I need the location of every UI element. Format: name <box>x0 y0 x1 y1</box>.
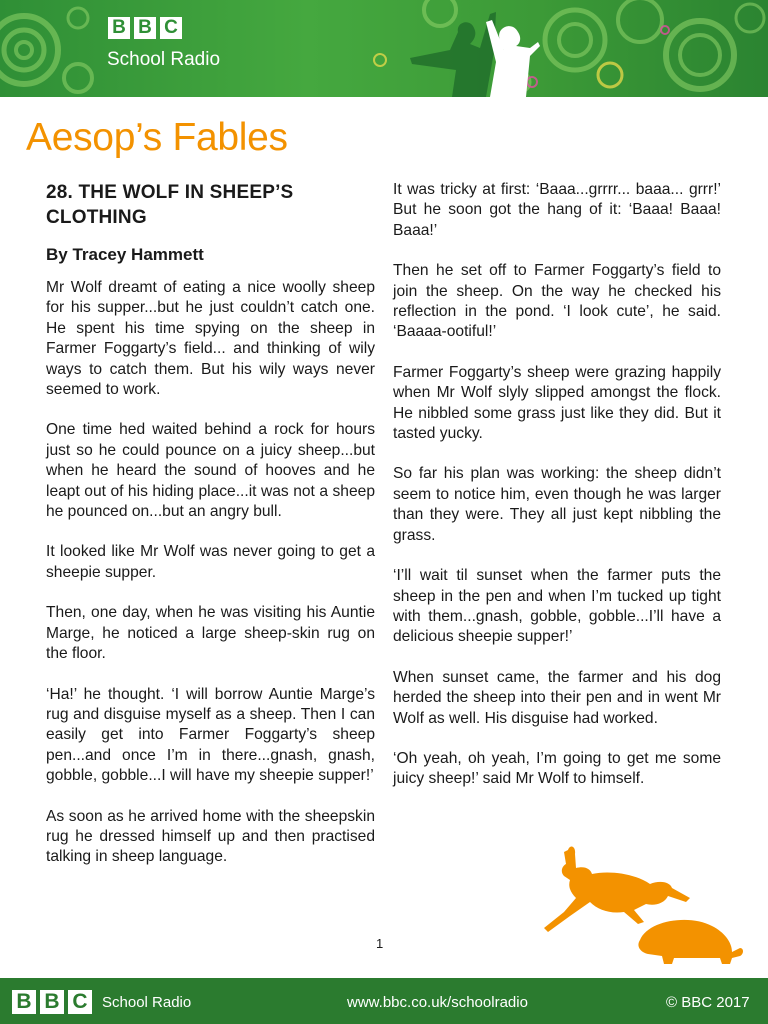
header-subtitle: School Radio <box>107 49 221 70</box>
children-silhouette-icon <box>410 12 540 97</box>
story-title <box>46 180 375 230</box>
story-paragraph: Then, one day, when he was visiting his Auntie Marge, he noticed a large sheep-skin rug on the floor. <box>46 604 375 663</box>
story-paragraph: ‘Oh yeah, oh yeah, I’m going to get me some juicy sheep!’ said Mr Wolf to himself. <box>393 749 721 788</box>
footer-bbc-logo <box>12 990 92 1014</box>
hare-and-tortoise-icon <box>540 840 745 970</box>
story-paragraph: Mr Wolf dreamt of eating a nice woolly sheep for his supper...but he just couldn’t catch one. He spent his time spying on the sheep in Farmer Foggarty’s field... and thinking of wily ways to catch them. But his wily ways never seemed to work. <box>46 279 375 399</box>
footer-url-link[interactable]: www.bbc.co.uk/schoolradio <box>347 994 528 1011</box>
story-paragraph: When sunset came, the farmer and his dog herded the sheep into their pen and in went Mr Wolf as well. His disguise had worked. <box>393 668 721 727</box>
bbc-logo-letter: B <box>40 990 64 1014</box>
story-byline: By Tracey Hammett <box>46 245 204 264</box>
page-number: 1 <box>376 936 384 951</box>
footer <box>0 978 768 1024</box>
bbc-logo-letter: C <box>68 990 92 1014</box>
story-paragraph: So far his plan was working: the sheep didn’t seem to notice him, even though he was larger than they were. They all just kept nibbling the grass. <box>393 465 721 544</box>
story-paragraph: Farmer Foggarty’s sheep were grazing happily when Mr Wolf slyly slipped amongst the flock. He nibbled some grass just like they did. But it tasted yucky. <box>393 363 721 443</box>
story-paragraph: It was tricky at first: ‘Baaa...grrrr... baaa... grrr!’ But he soon got the hang of it: ‘Baaa! Baaa! Baaa!’ <box>393 181 721 239</box>
bbc-logo <box>108 17 182 39</box>
story-title-line: CLOTHING <box>46 207 147 228</box>
right-column <box>393 180 721 810</box>
footer-subtitle: School Radio <box>102 994 192 1011</box>
story-paragraph: As soon as he arrived home with the sheepskin rug he dressed himself up and then practised talking in sheep language. <box>46 807 375 866</box>
page-title: Aesop’s Fables <box>26 116 288 159</box>
bbc-logo-letter: B <box>12 990 36 1014</box>
story-paragraph: ‘Ha!’ he thought. ‘I will borrow Auntie Marge’s rug and disguise myself as a sheep. Then I can easily get into Farmer Foggarty’s sheep pen...and once I’m in there...gnash, gnash, gobble, gobble...I will have my sheepie supper!’ <box>46 685 375 785</box>
story-paragraph: Then he set off to Farmer Foggarty’s field to join the sheep. On the way he checked his reflection in the pond. ‘I look cute’, he said. ‘Baaaa-ootiful!’ <box>393 262 721 341</box>
footer-copyright: © BBC 2017 <box>666 994 750 1011</box>
story-paragraph: It looked like Mr Wolf was never going to get a sheepie supper. <box>46 543 375 581</box>
story-paragraph: ‘I’ll wait til sunset when the farmer puts the sheep in the pen and when I’m tucked up tight with them...gnash, gobble, gobble...I’ll have a delicious sheepie supper!’ <box>393 567 721 646</box>
story-title-line: 28. THE WOLF IN SHEEP’S <box>46 182 294 203</box>
header-banner <box>0 0 768 97</box>
bbc-logo-letter: C <box>160 17 182 39</box>
story-paragraph: One time hed waited behind a rock for hours just so he could pounce on a juicy sheep...but when he heard the sound of hooves and he leapt out of his hiding place...it was not a sheep he pounced on...but an angry bull. <box>46 421 375 521</box>
bbc-logo-letter: B <box>108 17 130 39</box>
bbc-logo-letter: B <box>134 17 156 39</box>
left-column <box>46 180 375 888</box>
